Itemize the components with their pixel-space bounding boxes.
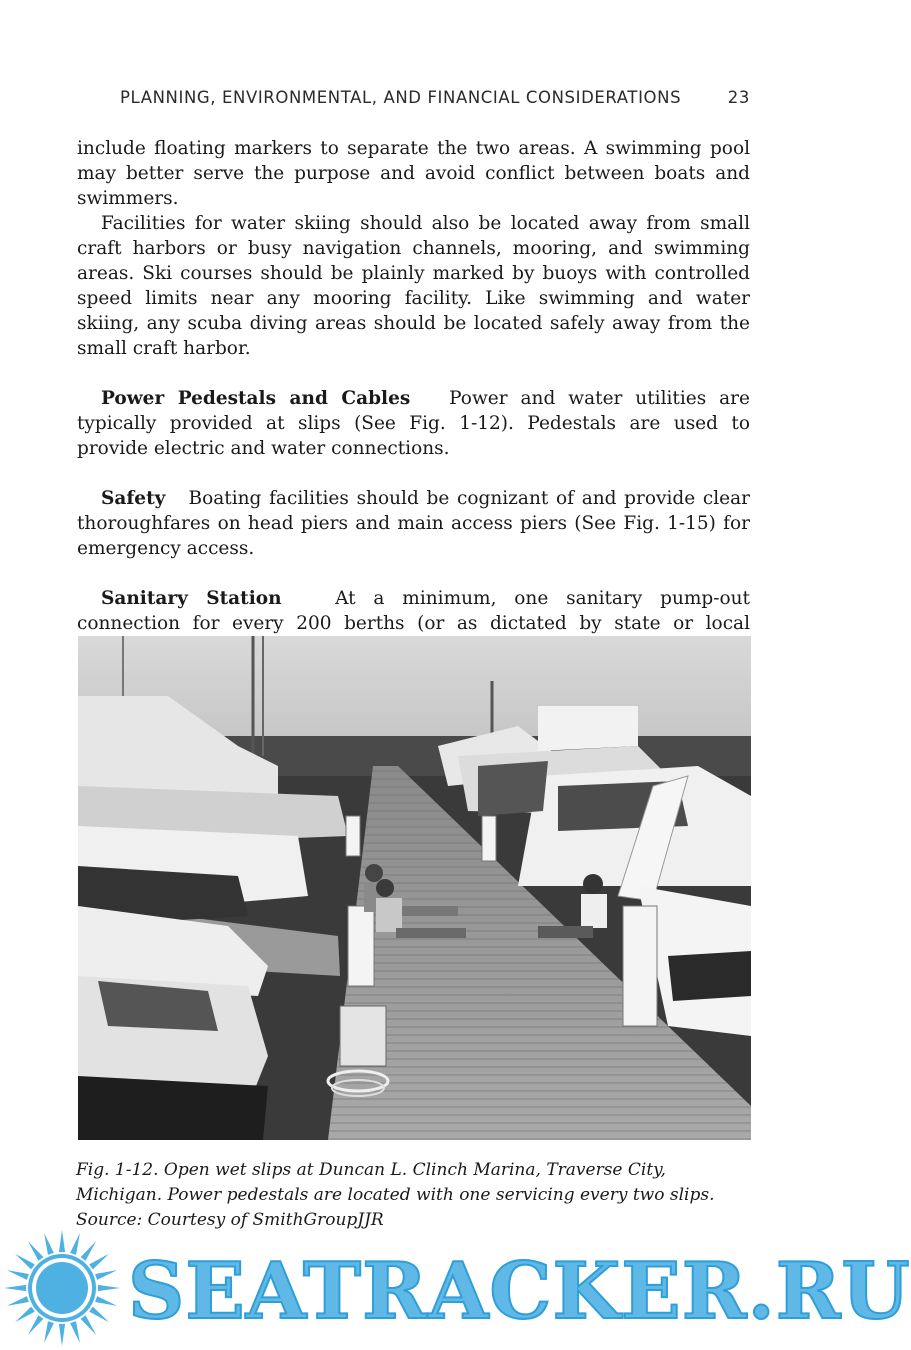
sun-ray [15,1307,35,1323]
sun-ray [44,1321,54,1343]
running-header [120,88,750,112]
sun-ray [15,1254,35,1270]
paragraph [77,486,750,561]
sun-ray [70,1321,80,1343]
paragraph-body: Power and water utilities are typically provided at slips (See Fig. 1-12). Pedestals are used to provide electric and water connections. [77,388,750,459]
sun-ray [89,1254,109,1270]
sun-ray [89,1307,109,1323]
sun-ray [7,1296,29,1306]
sun-ray [70,1233,80,1255]
paragraph-body: At a minimum, one sanitary pump-out connection for every 200 berths (or as dictated by state or local [77,588,750,634]
run-in-heading: Sanitary Station [101,588,282,609]
caption-line: Michigan. Power pedestals are located with one servicing every two slips. [76,1185,715,1205]
header-title: PLANNING, ENVIRONMENTAL, AND FINANCIAL CONSIDERATIONS [120,88,682,107]
sun-ray [81,1241,97,1261]
marina-photo-illustration [78,636,751,1140]
sun-ray [95,1296,117,1306]
paragraph: Facilities for water skiing should also be located away from small craft harbors or busy navigation channels, mooring, and swimming areas. Ski courses should be plainly marked by buoys with controlled speed limits near any mooring facility. Like swimming and water skiing, any scuba diving areas should be located safely away from the small craft harbor. [77,213,750,359]
watermark [0,1228,911,1350]
sun-ray [28,1315,44,1335]
figure-caption [76,1158,756,1233]
marina-photo [78,636,751,1140]
paragraph-body: Boating facilities should be cognizant of and provide clear thoroughfares on head piers and main access piers (See Fig. 1-15) for emergency access. [77,488,750,559]
paragraph: include floating markers to separate the two areas. A swimming pool may better serve the purpose and avoid conflict between boats and swimmers. [77,138,750,209]
sun-ray [59,1324,65,1346]
sun-ray [7,1270,29,1280]
body-text [77,136,750,661]
sun-ray [95,1270,117,1280]
watermark-text: SEATRACKER.RU [128,1246,911,1337]
sun-ray [44,1233,54,1255]
sun-ray [81,1315,97,1335]
sun-ray [4,1285,26,1291]
paragraph [77,386,750,461]
sun-ray [28,1241,44,1261]
page-number: 23 [727,88,750,107]
caption-line: Source: Courtesy of SmithGroupJJR [76,1210,384,1230]
caption-line: Fig. 1-12. Open wet slips at Duncan L. Clinch Marina, Traverse City, [76,1160,666,1180]
sun-logo-icon [0,1228,130,1350]
run-in-heading: Power Pedestals and Cables [101,388,411,409]
run-in-heading: Safety [101,488,166,509]
sun-ray [98,1285,120,1291]
sun-ray [59,1230,65,1252]
